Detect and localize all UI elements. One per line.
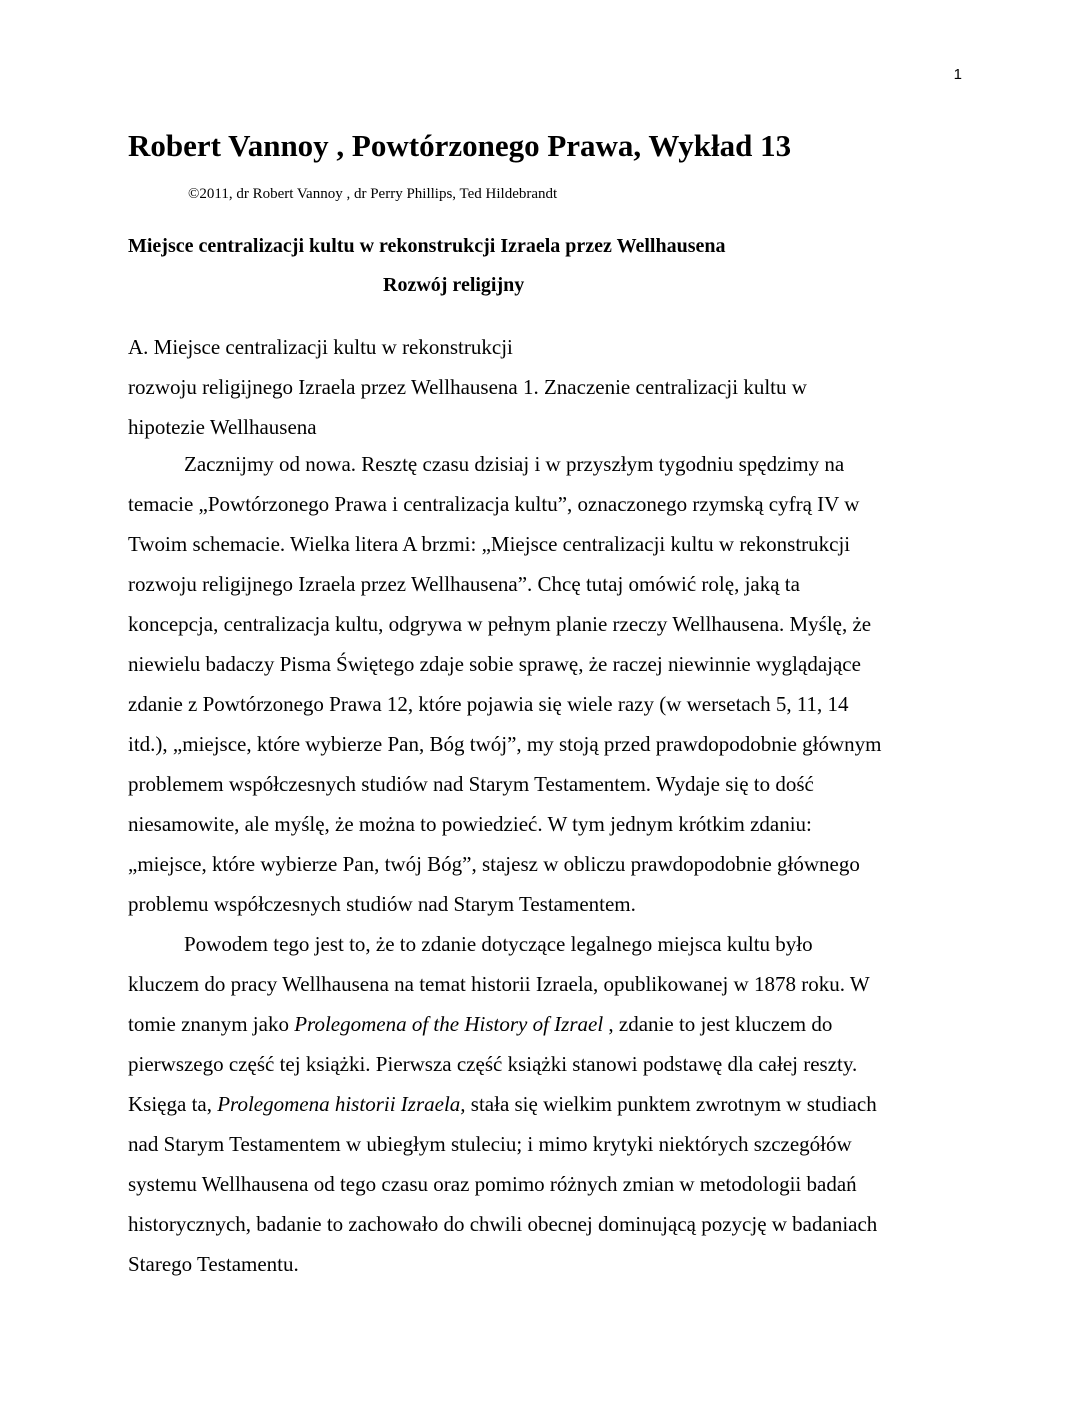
paragraph-line [128, 1004, 978, 1044]
page-number: 1 [953, 66, 962, 83]
paragraph-line: systemu Wellhausena od tego czasu oraz pomimo różnych zmian w metodologii badań [128, 1172, 857, 1196]
document-title: Robert Vannoy , Powtórzonego Prawa, Wykład 13 [128, 128, 792, 163]
section-heading-line: A. Miejsce centralizacji kultu w rekonstrukcji [128, 335, 513, 359]
paragraph-line: temacie „Powtórzonego Prawa i centralizacja kultu”, oznaczonego rzymską cyfrą IV w [128, 492, 860, 516]
paragraph-line: niewielu badaczy Pisma Świętego zdaje sobie sprawę, że raczej niewinnie wyglądające [128, 652, 861, 676]
paragraph-line: problemem współczesnych studiów nad Starym Testamentem. Wydaje się to dość [128, 772, 814, 796]
paragraph-line: niesamowite, ale myślę, że można to powiedzieć. W tym jednym krótkim zdaniu: [128, 812, 812, 836]
paragraph-line: zdanie z Powtórzonego Prawa 12, które pojawia się wiele razy (w wersetach 5, 11, 14 [128, 692, 849, 716]
paragraph-1 [128, 444, 978, 924]
paragraph-2 [128, 924, 978, 1284]
paragraph-line: Twoim schemacie. Wielka litera A brzmi: „Miejsce centralizacji kultu w rekonstrukcji [128, 532, 851, 556]
paragraph-line: kluczem do pracy Wellhausena na temat historii Izraela, opublikowanej w 1878 roku. W [128, 972, 870, 996]
subtitle-heading: Miejsce centralizacji kultu w rekonstrukcji Izraela przez Wellhausena [128, 235, 726, 257]
copyright-line: ©2011, dr Robert Vannoy , dr Perry Phillips, Ted Hildebrandt [188, 186, 558, 202]
paragraph-line: nad Starym Testamentem w ubiegłym stuleciu; i mimo krytyki niektórych szczegółów [128, 1132, 852, 1156]
text-run: , zdanie to jest kluczem do [603, 1012, 833, 1036]
paragraph-line: problemu współczesnych studiów nad Starym Testamentem. [128, 892, 636, 916]
book-title-italic: Prolegomena historii Izraela, [217, 1092, 466, 1116]
subtitle-religious-development: Rozwój religijny [383, 274, 525, 296]
section-heading [128, 327, 968, 447]
paragraph-line [128, 1084, 978, 1124]
paragraph-line: „miejsce, które wybierze Pan, twój Bóg”, stajesz w obliczu prawdopodobnie głównego [128, 852, 860, 876]
section-heading-line: hipotezie Wellhausena [128, 415, 317, 439]
paragraph-line: itd.), „miejsce, które wybierze Pan, Bóg twój”, my stoją przed prawdopodobnie głównym [128, 732, 882, 756]
paragraph-line: Starego Testamentu. [128, 1252, 299, 1276]
text-run: stała się wielkim punktem zwrotnym w studiach [465, 1092, 877, 1116]
paragraph-line: historycznych, badanie to zachowało do chwili obecnej dominującą pozycję w badaniach [128, 1212, 878, 1236]
paragraph-line: Powodem tego jest to, że to zdanie dotyczące legalnego miejsca kultu było [184, 932, 813, 956]
book-title-italic: Prolegomena of the History of Izrael [294, 1012, 604, 1036]
text-run: tomie znanym jako [128, 1012, 295, 1036]
paragraph-line: rozwoju religijnego Izraela przez Wellhausena”. Chcę tutaj omówić rolę, jaką ta [128, 572, 800, 596]
section-heading-line: rozwoju religijnego Izraela przez Wellhausena 1. Znaczenie centralizacji kultu w [128, 375, 807, 399]
text-run: Księga ta, [128, 1092, 218, 1116]
paragraph-line: Zacznijmy od nowa. Resztę czasu dzisiaj i w przyszłym tygodniu spędzimy na [184, 452, 845, 476]
paragraph-line: pierwszego część tej książki. Pierwsza część książki stanowi podstawę dla całej reszty. [128, 1052, 858, 1076]
paragraph-line: koncepcja, centralizacja kultu, odgrywa w pełnym planie rzeczy Wellhausena. Myślę, że [128, 612, 872, 636]
